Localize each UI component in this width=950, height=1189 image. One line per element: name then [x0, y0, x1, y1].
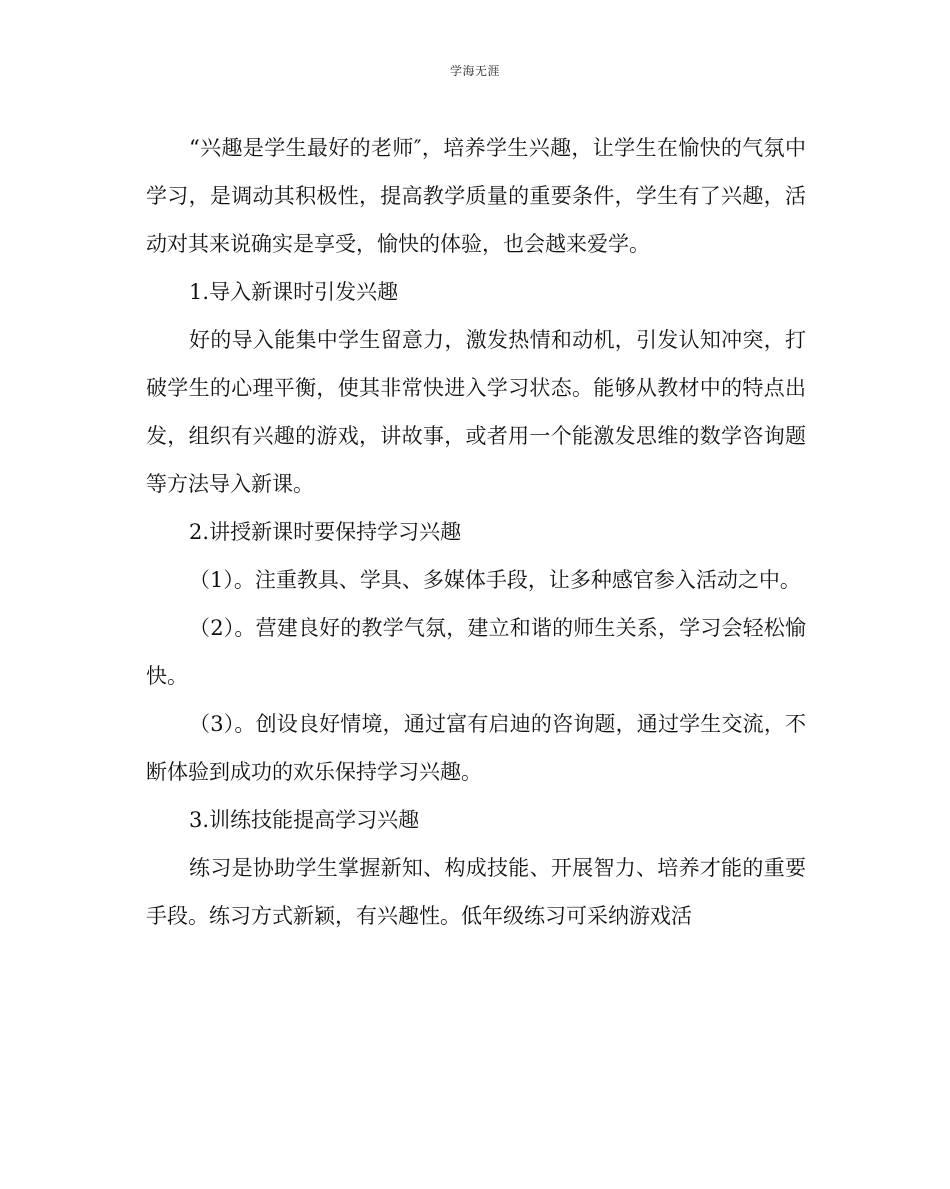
- section-heading-3: 3.训练技能提高学习兴趣: [189, 808, 420, 832]
- paragraph-item-2: （2）。营建良好的教学气氛，建立和谐的师生关系，学习会轻松愉快。: [146, 616, 806, 688]
- paragraph-item-3: （3）。创设良好情境，通过富有启迪的咨询题，通过学生交流，不断体验到成功的欢乐保持学习兴趣。: [146, 712, 806, 784]
- document-body: [146, 124, 806, 940]
- page-header: 学海无涯: [449, 64, 500, 78]
- paragraph-section-1: 好的导入能集中学生留意力，激发热情和动机，引发认知冲突，打破学生的心理平衡，使其非常快进入学习状态。能够从教材中的特点出发，组织有兴趣的游戏，讲故事，或者用一个能激发思维的数学咨询题等方法导入新课。: [146, 328, 806, 496]
- paragraph-section-3: 练习是协助学生掌握新知、构成技能、开展智力、培养才能的重要手段。练习方式新颖，有兴趣性。低年级练习可采纳游戏活: [146, 856, 806, 928]
- section-heading-2: 2.讲授新课时要保持学习兴趣: [189, 520, 462, 544]
- section-heading-1: 1.导入新课时引发兴趣: [189, 280, 399, 304]
- paragraph-intro: “兴趣是学生最好的老师″，培养学生兴趣，让学生在愉快的气氛中学习，是调动其积极性，提高教学质量的重要条件，学生有了兴趣，活动对其来说确实是享受，愉快的体验，也会越来爱学。: [146, 136, 806, 256]
- paragraph-item-1: （1）。注重教具、学具、多媒体手段，让多种感官参入活动之中。: [189, 568, 801, 592]
